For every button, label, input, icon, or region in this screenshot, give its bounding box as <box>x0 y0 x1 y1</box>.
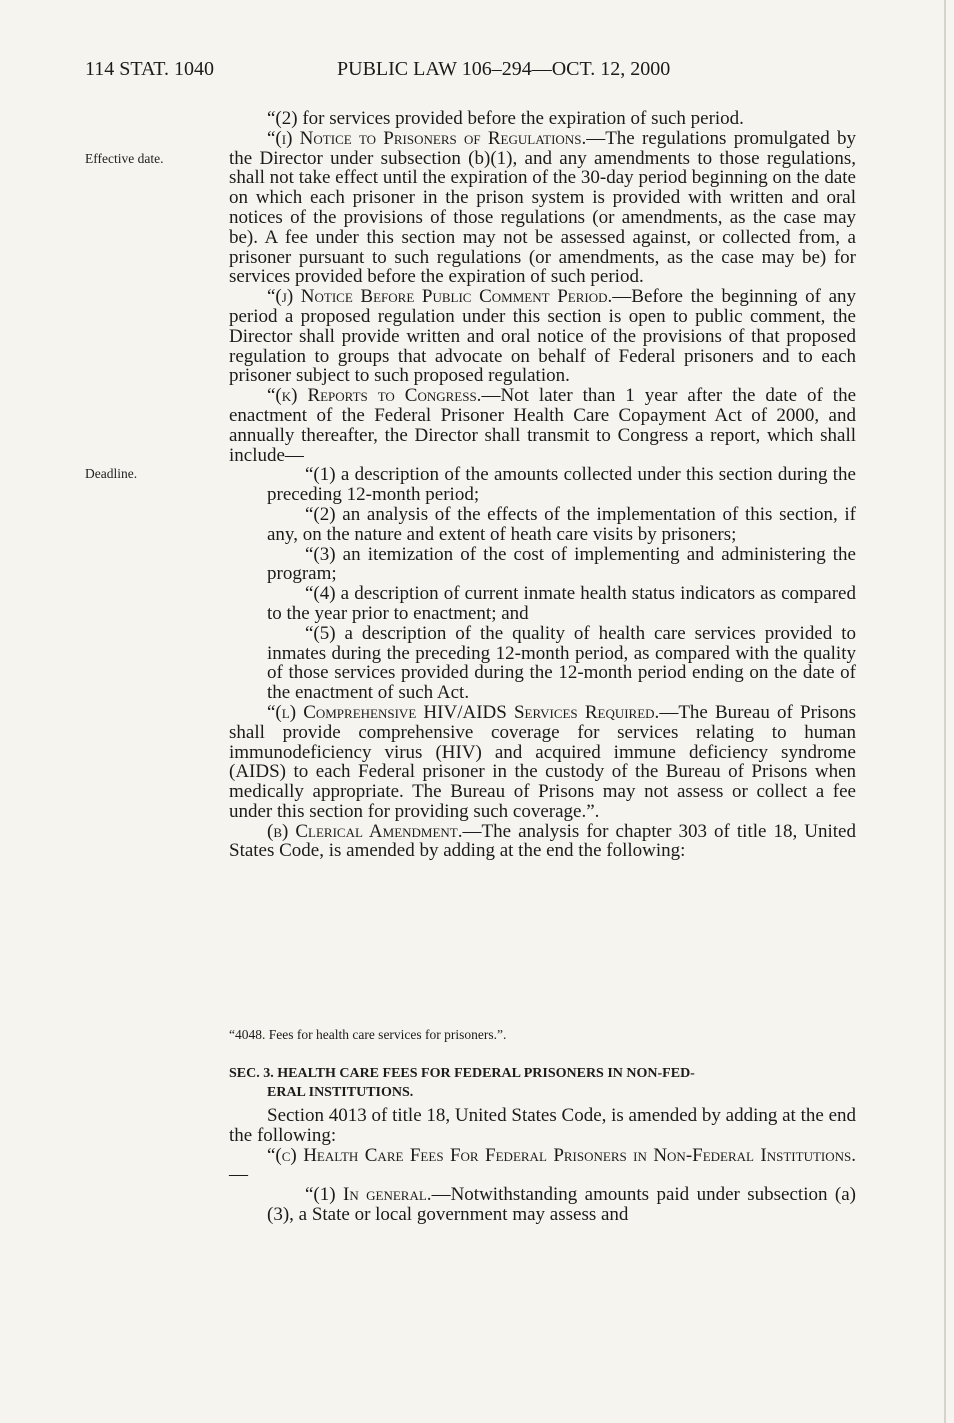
subsection-k-item-3: “(3) an itemization of the cost of implementing and administering the program; <box>267 543 856 585</box>
subsection-b <box>229 822 856 862</box>
subsection-j-body: —Before the beginning of any period a proposed regulation under this section is open to public comment, the Director shall provide written and oral notice of the provisions of that proposed regulation to groups that advocate on behalf of Federal prisoners and to each prisoner subject to such proposed regulation. <box>229 286 856 387</box>
subsection-k-item-4: “(4) a description of current inmate health status indicators as compared to the year prior to enactment; and <box>267 583 856 624</box>
subsection-k-item-1: “(1) a description of the amounts collected under this section during the preceding 12-month period; <box>267 464 856 506</box>
stat-citation: 114 STAT. 1040 <box>85 58 214 80</box>
paragraph-c1-heading: “(1) In general. <box>305 1184 432 1206</box>
margin-note-deadline: Deadline. <box>85 466 138 481</box>
paragraph-2-tail: “(2) for services provided before the expiration of such period. <box>267 108 744 129</box>
subsection-b-heading: (b) Clerical Amendment. <box>267 820 463 842</box>
paragraph-c1 <box>267 1185 856 1225</box>
subsection-k-item-2: “(2) an analysis of the effects of the implementation of this section, if any, on the nature and extent of heath care visits by prisoners; <box>267 503 856 545</box>
subsection-i-body: —The regulations promulgated by the Director under subsection (b)(1), and any amendments to those regulations, shall not take effect until the expiration of the 30-day period beginning on the date on which each prisoner in the prison system is provided with written and oral notices of the provisions of those regulations (or amendments, as the case may be). A fee under this section may not be assessed against, or collected from, a prisoner pursuant to such regulations (or amendments, as the case may be) for services provided before the expiration of such period. <box>229 127 856 288</box>
toc-entry: “4048. Fees for health care services for prisoners.”. <box>229 1027 507 1042</box>
subsection-k-body: —Not later than 1 year after the date of the enactment of the Federal Prisoner Health Care Copayment Act of 2000, and annually thereafter, the Director shall transmit to Congress a report, which shall include— <box>229 385 856 466</box>
section-3-heading <box>229 1064 856 1102</box>
main-text <box>229 109 856 861</box>
subsection-c-dash: — <box>229 1164 248 1186</box>
subsection-i-heading: “(i) Notice to Prisoners of Regulations. <box>267 127 587 149</box>
subsection-k-heading: “(k) Reports to Congress. <box>267 385 482 407</box>
scan-edge <box>944 0 946 1423</box>
subsection-k <box>229 386 856 465</box>
subsection-c <box>229 1146 856 1186</box>
subsection-k-item-5: “(5) a description of the quality of health care services provided to inmates during the preceding 12-month period, as compared with the quality of those services provided during the 12-month period ending on the date of the enactment of such Act. <box>267 622 856 704</box>
section-3-text <box>229 1106 856 1225</box>
section-3-heading-line-1: SEC. 3. HEALTH CARE FEES FOR FEDERAL PRISONERS IN NON-FED- <box>229 1066 695 1081</box>
paragraph-c1-body: —Notwithstanding amounts paid under subsection (a)(3), a State or local government may assess and <box>267 1184 856 1225</box>
public-law-title: PUBLIC LAW 106–294—OCT. 12, 2000 <box>337 58 671 80</box>
subsection-l <box>229 703 856 822</box>
subsection-j-heading: “(j) Notice Before Public Comment Period. <box>267 286 613 308</box>
subsection-l-body: —The Bureau of Prisons shall provide comprehensive coverage for services relating to human immunodeficiency virus (HIV) and acquired immune deficiency syndrome (AIDS) to each Federal prisoner in the custody of the Bureau of Prisons when medically appropriate. The Bureau of Prisons may not assess or collect a fee under this section for providing such coverage.”. <box>229 701 856 822</box>
margin-note-effective-date: Effective date. <box>85 151 164 166</box>
subsection-l-heading: “(l) Comprehensive HIV/AIDS Services Required. <box>267 701 660 723</box>
page-header <box>85 58 885 90</box>
subsection-j <box>229 287 856 386</box>
section-3-intro: Section 4013 of title 18, United States Code, is amended by adding at the end the following: <box>229 1105 856 1146</box>
subsection-c-heading: “(c) Health Care Fees For Federal Prisoners in Non-Federal Institutions. <box>267 1144 856 1166</box>
subsection-b-body: —The analysis for chapter 303 of title 18, United States Code, is amended by adding at the end the following: <box>229 820 856 862</box>
subsection-i <box>229 129 856 287</box>
section-3-heading-line-2: ERAL INSTITUTIONS. <box>267 1085 414 1100</box>
